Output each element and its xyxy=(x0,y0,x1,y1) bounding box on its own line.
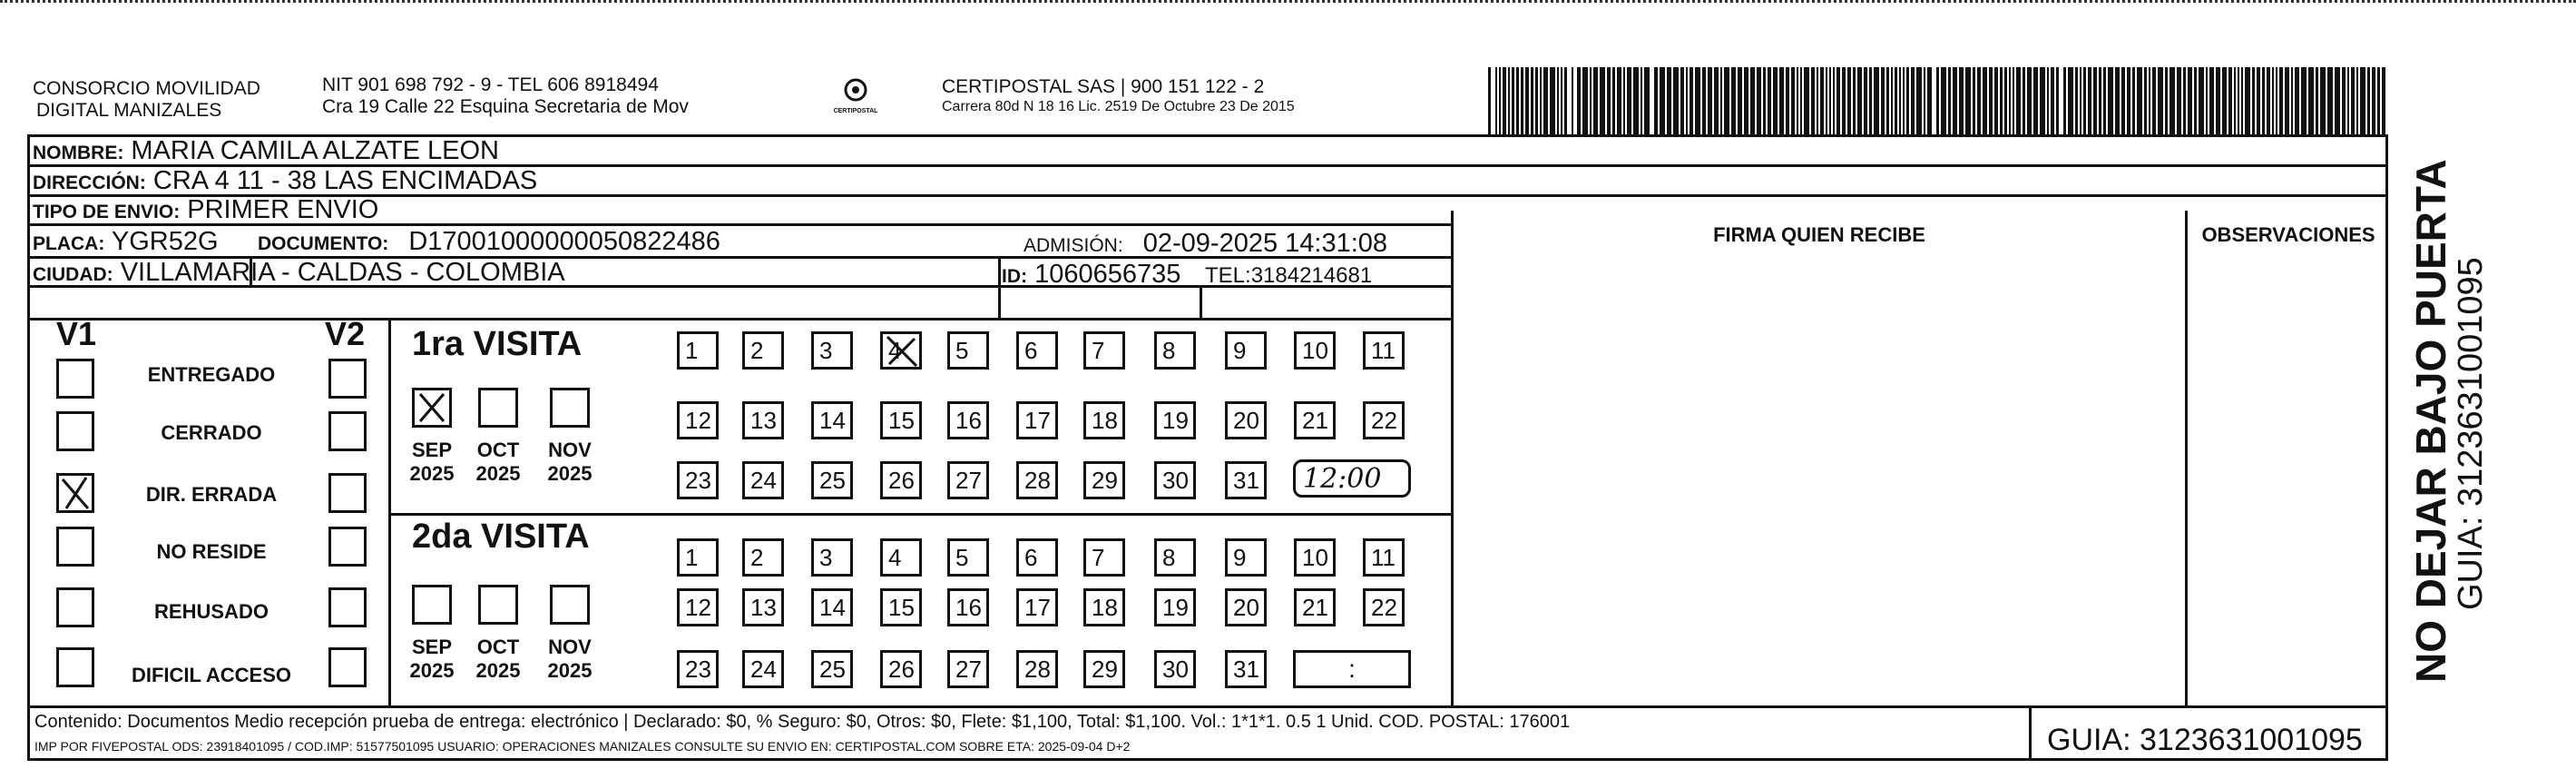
v1-checkbox[interactable] xyxy=(56,473,94,513)
day-checkbox[interactable]: 14 xyxy=(811,401,853,439)
barcode-bar xyxy=(1708,67,1712,136)
barcode-bar xyxy=(2121,67,2125,136)
footer-imp: IMP POR FIVEPOSTAL ODS: 23918401095 / COD.IMP: 51577501095 USUARIO: OPERACIONES MANIZALES CONSULTE SU ENVIO EN: CERTIPOSTAL.COM SOBRE ETA: 2025-09-04 D+2 xyxy=(34,739,1131,754)
barcode-bar xyxy=(1881,67,1885,136)
v2-checkbox[interactable] xyxy=(328,359,367,399)
certipostal-info: CERTIPOSTAL SAS | 900 151 122 - 2 Carrera 80d N 18 16 Lic. 2519 De Octubre 23 De 2015 xyxy=(942,76,1295,114)
barcode-bar xyxy=(1731,67,1736,136)
barcode-bar xyxy=(1714,67,1719,136)
barcode-bar xyxy=(2351,67,2355,136)
barcode-bar xyxy=(1593,67,1598,136)
day-checkbox[interactable]: 17 xyxy=(1016,401,1058,439)
tipo-envio-field: TIPO DE ENVIO: PRIMER ENVIO xyxy=(33,195,379,224)
v1-checkbox[interactable] xyxy=(56,647,94,687)
barcode-bar xyxy=(2127,67,2130,136)
barcode-bar xyxy=(1853,67,1856,136)
barcode-bar xyxy=(2285,67,2289,136)
month-label: SEP 2025 xyxy=(409,439,455,485)
side-warning: NO DEJAR BAJO PUERTA xyxy=(2407,159,2454,683)
barcode-bar xyxy=(1564,67,1567,136)
day-checkbox[interactable]: 9 xyxy=(1225,331,1267,370)
barcode-bar xyxy=(2083,67,2086,136)
day-checkbox[interactable]: 11 xyxy=(1363,331,1405,370)
v1-checkbox[interactable] xyxy=(56,527,94,567)
barcode-bar xyxy=(1750,67,1755,136)
barcode-bar xyxy=(1895,67,1897,136)
second-visit-time-box[interactable]: : xyxy=(1293,650,1411,688)
barcode-bar xyxy=(1702,67,1706,136)
day-checkbox[interactable]: 7 xyxy=(1083,331,1125,370)
barcode-bar xyxy=(1899,67,1901,136)
first-visit-title: 1ra VISITA xyxy=(412,325,583,363)
barcode-bar xyxy=(1826,67,1827,136)
barcode-bar xyxy=(2183,67,2186,136)
barcode-bar xyxy=(1633,67,1639,136)
side-guia: GUIA: 3123631001095 xyxy=(2452,257,2490,610)
day-checkbox[interactable]: 13 xyxy=(742,588,784,626)
day-checkbox[interactable]: 16 xyxy=(947,588,989,626)
barcode-bar xyxy=(2308,67,2314,136)
barcode-bar xyxy=(1577,67,1581,136)
barcode-bar xyxy=(1543,67,1548,136)
barcode-bar xyxy=(1550,67,1555,136)
barcode-bar xyxy=(1516,67,1519,136)
barcode-bar xyxy=(1800,67,1802,136)
tel-field: TEL:3184214681 xyxy=(1205,263,1373,288)
day-checkbox[interactable]: 12 xyxy=(677,401,719,439)
barcode-bar xyxy=(1690,67,1693,136)
day-checkbox[interactable]: 3 xyxy=(811,331,853,370)
barcode-bar xyxy=(1916,67,1922,136)
barcode-bar xyxy=(2335,67,2340,136)
barcode-bar xyxy=(2382,67,2385,136)
day-checkbox[interactable]: 27 xyxy=(947,650,989,688)
nombre-field: NOMBRE: MARIA CAMILA ALZATE LEON xyxy=(33,136,499,165)
barcode-bar xyxy=(2228,67,2232,136)
barcode-bar xyxy=(1495,67,1497,136)
barcode-bar xyxy=(2347,67,2349,136)
barcode-bar xyxy=(2004,67,2007,136)
day-checkbox[interactable]: 30 xyxy=(1154,461,1196,499)
day-checkbox[interactable]: 24 xyxy=(742,650,784,688)
barcode-bar xyxy=(1820,67,1824,136)
barcode-bar xyxy=(1757,67,1761,136)
barcode-bar xyxy=(1582,67,1588,136)
barcode-bar xyxy=(1617,67,1621,136)
barcode-bar xyxy=(2088,67,2091,136)
barcode-bar xyxy=(1833,67,1835,136)
barcode-bar xyxy=(1525,67,1529,136)
barcode-bar xyxy=(1763,67,1766,136)
barcode-bar xyxy=(2075,67,2078,136)
barcode-bar xyxy=(2047,67,2049,136)
day-checkbox[interactable]: 22 xyxy=(1363,401,1405,439)
barcode-bar xyxy=(2245,67,2250,136)
barcode-bar xyxy=(1869,67,1872,136)
barcode-bar xyxy=(2327,67,2333,136)
day-checkbox[interactable]: 15 xyxy=(880,401,922,439)
barcode-bar xyxy=(1724,67,1729,136)
firma-header: FIRMA QUIEN RECIBE xyxy=(1713,223,1925,246)
barcode xyxy=(1488,67,2395,136)
day-checkbox[interactable]: 6 xyxy=(1016,331,1058,370)
month-checkbox[interactable] xyxy=(550,585,590,625)
barcode-bar xyxy=(1768,67,1771,136)
barcode-bar xyxy=(2367,67,2370,136)
day-checkbox[interactable]: 18 xyxy=(1083,401,1125,439)
consorcio-name: CONSORCIO MOVILIDAD DIGITAL MANIZALES xyxy=(33,78,260,121)
barcode-bar xyxy=(2316,67,2318,136)
day-checkbox[interactable]: 19 xyxy=(1154,588,1196,626)
v2-checkbox[interactable] xyxy=(328,647,367,687)
day-checkbox[interactable]: 24 xyxy=(742,461,784,499)
barcode-bar xyxy=(1829,67,1831,136)
barcode-bar xyxy=(1797,67,1798,136)
barcode-bar xyxy=(1531,67,1533,136)
barcode-bar xyxy=(2013,67,2014,136)
day-checkbox[interactable]: 3 xyxy=(811,538,853,577)
month-checkbox[interactable] xyxy=(478,388,518,428)
day-checkbox[interactable]: 8 xyxy=(1154,331,1196,370)
day-checkbox[interactable]: 12 xyxy=(677,588,719,626)
day-checkbox[interactable]: 31 xyxy=(1225,461,1267,499)
day-checkbox[interactable]: 10 xyxy=(1294,538,1336,577)
month-checkbox[interactable] xyxy=(412,585,452,625)
barcode-bar xyxy=(2188,67,2192,136)
barcode-bar xyxy=(1924,67,1925,136)
status-label: ENTREGADO xyxy=(147,363,276,386)
barcode-bar xyxy=(2158,67,2163,136)
placa-field: PLACA: YGR52G xyxy=(33,227,219,256)
status-label: CERRADO xyxy=(161,421,262,444)
day-checkbox[interactable]: 29 xyxy=(1083,461,1125,499)
barcode-bar xyxy=(1561,67,1562,136)
day-checkbox[interactable]: 8 xyxy=(1154,538,1196,577)
day-checkbox[interactable]: 13 xyxy=(742,401,784,439)
barcode-bar xyxy=(1773,67,1778,136)
barcode-bar xyxy=(1977,67,1981,136)
barcode-bar xyxy=(2267,67,2270,136)
day-checkbox[interactable]: 4 xyxy=(880,538,922,577)
v1-checkbox[interactable] xyxy=(56,411,94,451)
month-checkbox[interactable] xyxy=(478,585,518,625)
barcode-bar xyxy=(2238,67,2239,136)
barcode-bar xyxy=(2115,67,2120,136)
barcode-bar xyxy=(1779,67,1784,136)
scan-edge-top xyxy=(0,0,2576,8)
barcode-bar xyxy=(2372,67,2375,136)
barcode-bar xyxy=(2342,67,2346,136)
v1-checkbox[interactable] xyxy=(56,359,94,399)
v2-checkbox[interactable] xyxy=(328,587,367,627)
barcode-bar xyxy=(1864,67,1867,136)
barcode-bar xyxy=(1572,67,1573,136)
barcode-bar xyxy=(2216,67,2220,136)
status-label: DIR. ERRADA xyxy=(145,483,278,506)
barcode-bar xyxy=(2056,67,2059,136)
barcode-bar xyxy=(1508,67,1510,136)
v2-checkbox[interactable] xyxy=(328,411,367,451)
status-label: REHUSADO xyxy=(154,600,269,623)
barcode-bar xyxy=(2016,67,2021,136)
barcode-bar xyxy=(1906,67,1909,136)
barcode-bar xyxy=(2080,67,2081,136)
barcode-bar xyxy=(1600,67,1605,136)
barcode-bar xyxy=(2068,67,2073,136)
barcode-bar xyxy=(1983,67,1987,136)
barcode-bar xyxy=(1994,67,1998,136)
barcode-bar xyxy=(1941,67,1946,136)
barcode-bar xyxy=(1720,67,1722,136)
barcode-bar xyxy=(1623,67,1625,136)
barcode-bar xyxy=(1590,67,1592,136)
barcode-bar xyxy=(2033,67,2038,136)
barcode-bar xyxy=(1948,67,1951,136)
barcode-bar xyxy=(2222,67,2227,136)
barcode-bar xyxy=(2093,67,2097,136)
v2-header: V2 xyxy=(325,315,366,352)
day-checkbox[interactable]: 25 xyxy=(811,650,853,688)
first-visit-time-box[interactable]: 12:00 xyxy=(1293,459,1411,498)
day-checkbox[interactable]: 21 xyxy=(1294,588,1336,626)
barcode-bar xyxy=(1891,67,1893,136)
barcode-bar xyxy=(1540,67,1542,136)
barcode-bar xyxy=(1837,67,1840,136)
day-checkbox[interactable]: 30 xyxy=(1154,650,1196,688)
direccion-field: DIRECCIÓN: CRA 4 11 - 38 LAS ENCIMADAS xyxy=(33,166,538,195)
day-checkbox[interactable]: 4 xyxy=(880,331,922,370)
day-checkbox[interactable]: 11 xyxy=(1363,538,1405,577)
consorcio-contact: NIT 901 698 792 - 9 - TEL 606 8918494 Cra 19 Calle 22 Esquina Secretaria de Mov xyxy=(322,74,689,117)
barcode-bar xyxy=(2132,67,2135,136)
day-checkbox[interactable]: 16 xyxy=(947,401,989,439)
v1-header: V1 xyxy=(56,315,97,352)
day-checkbox[interactable]: 15 xyxy=(880,588,922,626)
day-checkbox[interactable]: 20 xyxy=(1225,588,1267,626)
barcode-bar xyxy=(1911,67,1915,136)
barcode-bar xyxy=(1959,67,1964,136)
certipostal-logo: CERTIPOSTAL xyxy=(830,76,881,114)
day-checkbox[interactable]: 18 xyxy=(1083,588,1125,626)
status-label: DIFICIL ACCESO xyxy=(131,664,291,686)
second-visit-title: 2da VISITA xyxy=(412,518,590,556)
day-checkbox[interactable]: 23 xyxy=(677,650,719,688)
barcode-bar xyxy=(1499,67,1501,136)
month-checkbox[interactable] xyxy=(550,388,590,428)
barcode-bar xyxy=(1953,67,1957,136)
barcode-bar xyxy=(2099,67,2101,136)
day-checkbox[interactable]: 5 xyxy=(947,331,989,370)
barcode-bar xyxy=(2209,67,2214,136)
barcode-bar xyxy=(1744,67,1748,136)
footer-contenido: Contenido: Documentos Medio recepción prueba de entrega: electrónico | Declarado: $0, % Seguro: $0, Otros: $0, Flete: $1,100, Total: $1,100. Vol.: 1*1*1. 0.5 1 Unid. COD. POSTAL: 176001 xyxy=(34,712,1571,732)
barcode-bar xyxy=(2320,67,2326,136)
barcode-bar xyxy=(2295,67,2299,136)
barcode-bar xyxy=(2279,67,2283,136)
barcode-bar xyxy=(1680,67,1684,136)
barcode-bar xyxy=(2152,67,2156,136)
day-checkbox[interactable]: 1 xyxy=(677,538,719,577)
day-checkbox[interactable]: 2 xyxy=(742,538,784,577)
barcode-bar xyxy=(2276,67,2277,136)
barcode-bar xyxy=(1686,67,1688,136)
month-label: NOV 2025 xyxy=(547,439,593,485)
barcode-bar xyxy=(2027,67,2032,136)
observaciones-header: OBSERVACIONES xyxy=(2201,223,2375,246)
barcode-bar xyxy=(1660,67,1665,136)
barcode-bar xyxy=(2023,67,2025,136)
barcode-bar xyxy=(1738,67,1742,136)
day-checkbox[interactable]: 14 xyxy=(811,588,853,626)
barcode-bar xyxy=(2262,67,2265,136)
barcode-bar xyxy=(2144,67,2147,136)
barcode-bar xyxy=(2165,67,2168,136)
day-checkbox[interactable]: 23 xyxy=(677,461,719,499)
documento-field: DOCUMENTO: D17001000000050822486 xyxy=(258,227,720,256)
barcode-bar xyxy=(1557,67,1559,136)
day-checkbox[interactable]: 25 xyxy=(811,461,853,499)
month-label: OCT 2025 xyxy=(475,636,521,682)
v2-checkbox[interactable] xyxy=(328,527,367,567)
id-field: ID: 1060656735 xyxy=(1002,260,1181,289)
barcode-bar xyxy=(2170,67,2175,136)
day-checkbox[interactable]: 7 xyxy=(1083,538,1125,577)
day-checkbox[interactable]: 28 xyxy=(1016,461,1058,499)
barcode-bar xyxy=(2009,67,2011,136)
barcode-bar xyxy=(1695,67,1700,136)
month-label: OCT 2025 xyxy=(475,439,521,485)
barcode-bar xyxy=(1503,67,1506,136)
barcode-bar xyxy=(1607,67,1611,136)
day-checkbox[interactable]: 21 xyxy=(1294,401,1336,439)
barcode-bar xyxy=(1673,67,1679,136)
barcode-bar xyxy=(1667,67,1671,136)
barcode-bar xyxy=(1936,67,1939,136)
barcode-bar xyxy=(1488,67,1491,136)
v2-checkbox[interactable] xyxy=(328,473,367,513)
barcode-bar xyxy=(2177,67,2181,136)
barcode-bar xyxy=(2234,67,2236,136)
barcode-bar xyxy=(1989,67,1993,136)
barcode-bar xyxy=(1927,67,1932,136)
day-checkbox[interactable]: 1 xyxy=(677,331,719,370)
barcode-bar xyxy=(1627,67,1631,136)
barcode-bar xyxy=(1791,67,1795,136)
day-checkbox[interactable]: 20 xyxy=(1225,401,1267,439)
barcode-bar xyxy=(1857,67,1862,136)
barcode-bar xyxy=(2103,67,2106,136)
day-checkbox[interactable]: 29 xyxy=(1083,650,1125,688)
day-checkbox[interactable]: 6 xyxy=(1016,538,1058,577)
day-checkbox[interactable]: 2 xyxy=(742,331,784,370)
barcode-bar xyxy=(1804,67,1809,136)
status-label: NO RESIDE xyxy=(156,540,267,563)
month-label: SEP 2025 xyxy=(409,636,455,682)
barcode-bar xyxy=(2356,67,2358,136)
barcode-bar xyxy=(2241,67,2243,136)
month-checkbox[interactable] xyxy=(412,388,452,428)
barcode-bar xyxy=(1847,67,1851,136)
day-checkbox[interactable]: 22 xyxy=(1363,588,1405,626)
day-checkbox[interactable]: 17 xyxy=(1016,588,1058,626)
day-checkbox[interactable]: 26 xyxy=(880,650,922,688)
barcode-bar xyxy=(1535,67,1538,136)
barcode-bar xyxy=(2137,67,2142,136)
barcode-bar xyxy=(2360,67,2365,136)
barcode-bar xyxy=(1612,67,1615,136)
footer-guia: GUIA: 3123631001095 xyxy=(2047,723,2363,757)
barcode-bar xyxy=(2252,67,2255,136)
barcode-bar xyxy=(1641,67,1642,136)
barcode-bar xyxy=(1811,67,1815,136)
barcode-bar xyxy=(2149,67,2150,136)
ciudad-field: CIUDAD: VILLAMARIA - CALDAS - COLOMBIA xyxy=(33,258,565,287)
barcode-bar xyxy=(1817,67,1818,136)
barcode-bar xyxy=(1973,67,1975,136)
barcode-bar xyxy=(2301,67,2307,136)
barcode-bar xyxy=(1786,67,1789,136)
barcode-bar xyxy=(1886,67,1889,136)
barcode-bar xyxy=(2199,67,2204,136)
barcode-bar xyxy=(1965,67,1971,136)
barcode-bar xyxy=(2206,67,2208,136)
barcode-bar xyxy=(1654,67,1658,136)
barcode-bar xyxy=(2000,67,2003,136)
day-checkbox[interactable]: 9 xyxy=(1225,538,1267,577)
barcode-bar xyxy=(1842,67,1846,136)
day-checkbox[interactable]: 19 xyxy=(1154,401,1196,439)
day-checkbox[interactable]: 27 xyxy=(947,461,989,499)
barcode-bar xyxy=(2194,67,2197,136)
barcode-bar xyxy=(2063,67,2066,136)
month-label: NOV 2025 xyxy=(547,636,593,682)
day-checkbox[interactable]: 28 xyxy=(1016,650,1058,688)
barcode-bar xyxy=(2257,67,2260,136)
day-checkbox[interactable]: 5 xyxy=(947,538,989,577)
admision-field: ADMISIÓN: 02-09-2025 14:31:08 xyxy=(1024,229,1388,258)
barcode-bar xyxy=(1903,67,1905,136)
day-checkbox[interactable]: 10 xyxy=(1294,331,1336,370)
barcode-bar xyxy=(1644,67,1650,136)
barcode-bar xyxy=(1512,67,1514,136)
barcode-bar xyxy=(2040,67,2045,136)
day-checkbox[interactable]: 26 xyxy=(880,461,922,499)
barcode-bar xyxy=(1521,67,1523,136)
barcode-bar xyxy=(2051,67,2054,136)
barcode-bar xyxy=(2108,67,2113,136)
barcode-bar xyxy=(1874,67,1879,136)
barcode-bar xyxy=(2377,67,2380,136)
day-checkbox[interactable]: 31 xyxy=(1225,650,1267,688)
barcode-bar xyxy=(2291,67,2293,136)
v1-checkbox[interactable] xyxy=(56,587,94,627)
barcode-bar xyxy=(2272,67,2274,136)
